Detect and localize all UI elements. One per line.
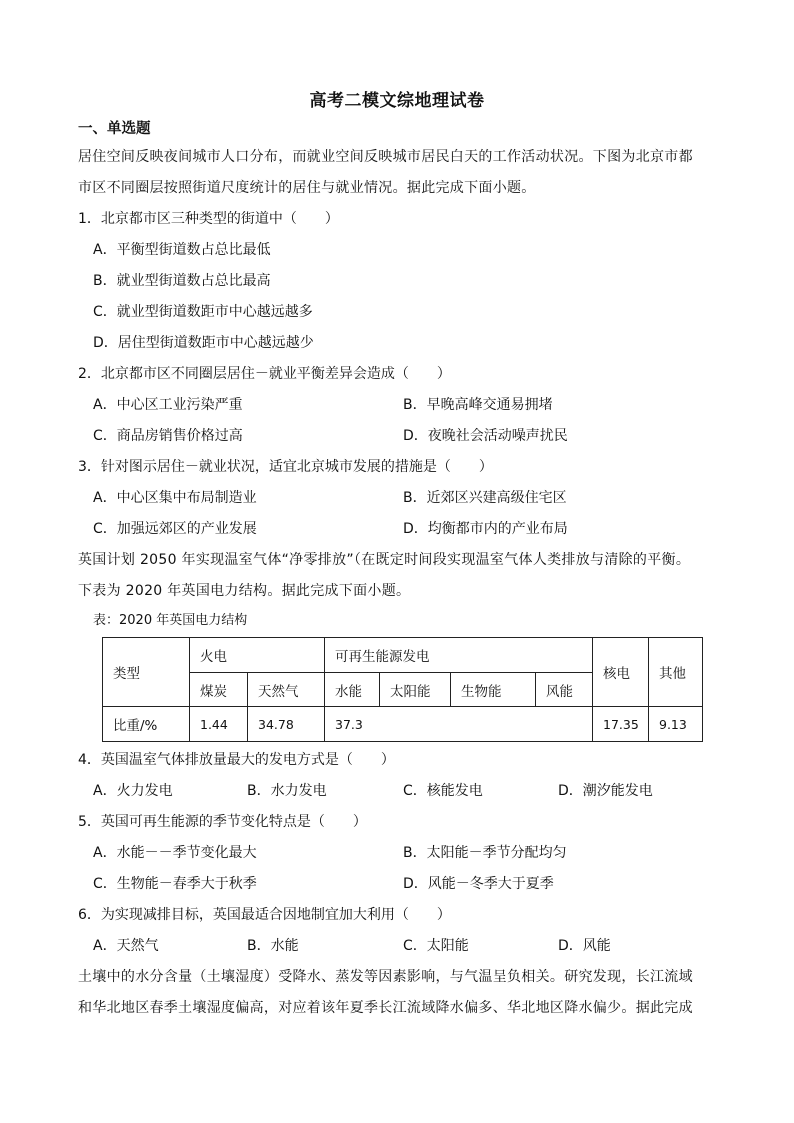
question-4-option-c[interactable]: C．核能发电 [403,783,483,799]
question-3-option-c[interactable]: C．加强远郊区的产业发展 [93,521,257,537]
question-4-option-a[interactable]: A．火力发电 [93,783,173,799]
question-3-option-b[interactable]: B．近郊区兴建高级住宅区 [403,490,567,506]
header-nuclear: 核电 [593,638,649,707]
intro-1-line-1: 居住空间反映夜间城市人口分布，而就业空间反映城市居民白天的工作活动状况。下图为北京市都 [78,149,693,165]
value-other: 9.13 [649,707,703,742]
question-1-option-d[interactable]: D．居住型街道数距市中心越远越少 [93,335,314,351]
header-other: 其他 [649,638,703,707]
header-bio: 生物能 [451,673,536,707]
question-1-option-b[interactable]: B．就业型街道数占总比最高 [93,273,271,289]
row-label-ratio: 比重/% [103,707,190,742]
header-wind: 风能 [536,673,593,707]
value-gas: 34.78 [248,707,325,742]
question-1-stem: 1．北京都市区三种类型的街道中（ ） [78,211,339,227]
header-thermal: 火电 [190,638,325,673]
header-renewable: 可再生能源发电 [325,638,593,673]
question-6-option-b[interactable]: B．水能 [247,938,299,954]
question-3-option-a[interactable]: A．中心区集中布局制造业 [93,490,257,506]
question-4-option-b[interactable]: B．水力发电 [247,783,327,799]
question-1-option-a[interactable]: A．平衡型街道数占总比最低 [93,242,271,258]
table-data-row [103,707,703,742]
question-2-option-c[interactable]: C．商品房销售价格过高 [93,428,243,444]
question-2-stem: 2．北京都市区不同圈层居住－就业平衡差异会造成（ ） [78,366,451,382]
question-3-stem: 3．针对图示居住－就业状况，适宜北京城市发展的措施是（ ） [78,459,493,475]
question-2-option-b[interactable]: B．早晚高峰交通易拥堵 [403,397,553,413]
intro-3-line-1: 土壤中的水分含量（土壤湿度）受降水、蒸发等因素影响，与气温呈负相关。研究发现，长江流域 [78,969,693,985]
section-heading: 一、单选题 [78,121,151,137]
question-1-option-c[interactable]: C．就业型街道数距市中心越远越多 [93,304,313,320]
intro-3-line-2: 和华北地区春季土壤湿度偏高，对应着该年夏季长江流域降水偏多、华北地区降水偏少。据此完成 [78,1000,693,1016]
header-solar: 太阳能 [380,673,451,707]
value-nuclear: 17.35 [593,707,649,742]
question-6-option-c[interactable]: C．太阳能 [403,938,469,954]
header-coal: 煤炭 [190,673,248,707]
question-2-option-a[interactable]: A．中心区工业污染严重 [93,397,243,413]
value-renewable: 37.3 [325,707,593,742]
header-hydro: 水能 [325,673,380,707]
question-5-option-d[interactable]: D．风能－冬季大于夏季 [403,876,554,892]
question-5-option-c[interactable]: C．生物能－春季大于秋季 [93,876,257,892]
power-structure-table [102,637,703,742]
table-caption: 表：2020 年英国电力结构 [93,613,248,628]
intro-2-line-1: 英国计划 2050 年实现温室气体“净零排放”（在既定时间段实现温室气体人类排放与清除的平衡。 [78,552,691,568]
question-6-option-d[interactable]: D．风能 [558,938,611,954]
value-coal: 1.44 [190,707,248,742]
intro-2-line-2: 下表为 2020 年英国电力结构。据此完成下面小题。 [78,583,411,599]
question-5-stem: 5．英国可再生能源的季节变化特点是（ ） [78,814,367,830]
question-2-option-d[interactable]: D．夜晚社会活动噪声扰民 [403,428,568,444]
question-6-option-a[interactable]: A．天然气 [93,938,159,954]
question-4-option-d[interactable]: D．潮汐能发电 [558,783,653,799]
header-gas: 天然气 [248,673,325,707]
intro-1-line-2: 市区不同圈层按照街道尺度统计的居住与就业情况。据此完成下面小题。 [78,180,536,196]
question-3-option-d[interactable]: D．均衡都市内的产业布局 [403,521,568,537]
question-5-option-a[interactable]: A．水能－－季节变化最大 [93,845,257,861]
question-5-option-b[interactable]: B．太阳能－季节分配均匀 [403,845,567,861]
header-type: 类型 [103,638,190,707]
table-header-row-1 [103,638,703,673]
page-title: 高考二模文综地理试卷 [309,91,485,111]
question-6-stem: 6．为实现减排目标，英国最适合因地制宜加大利用（ ） [78,907,451,923]
question-4-stem: 4．英国温室气体排放量最大的发电方式是（ ） [78,752,395,768]
